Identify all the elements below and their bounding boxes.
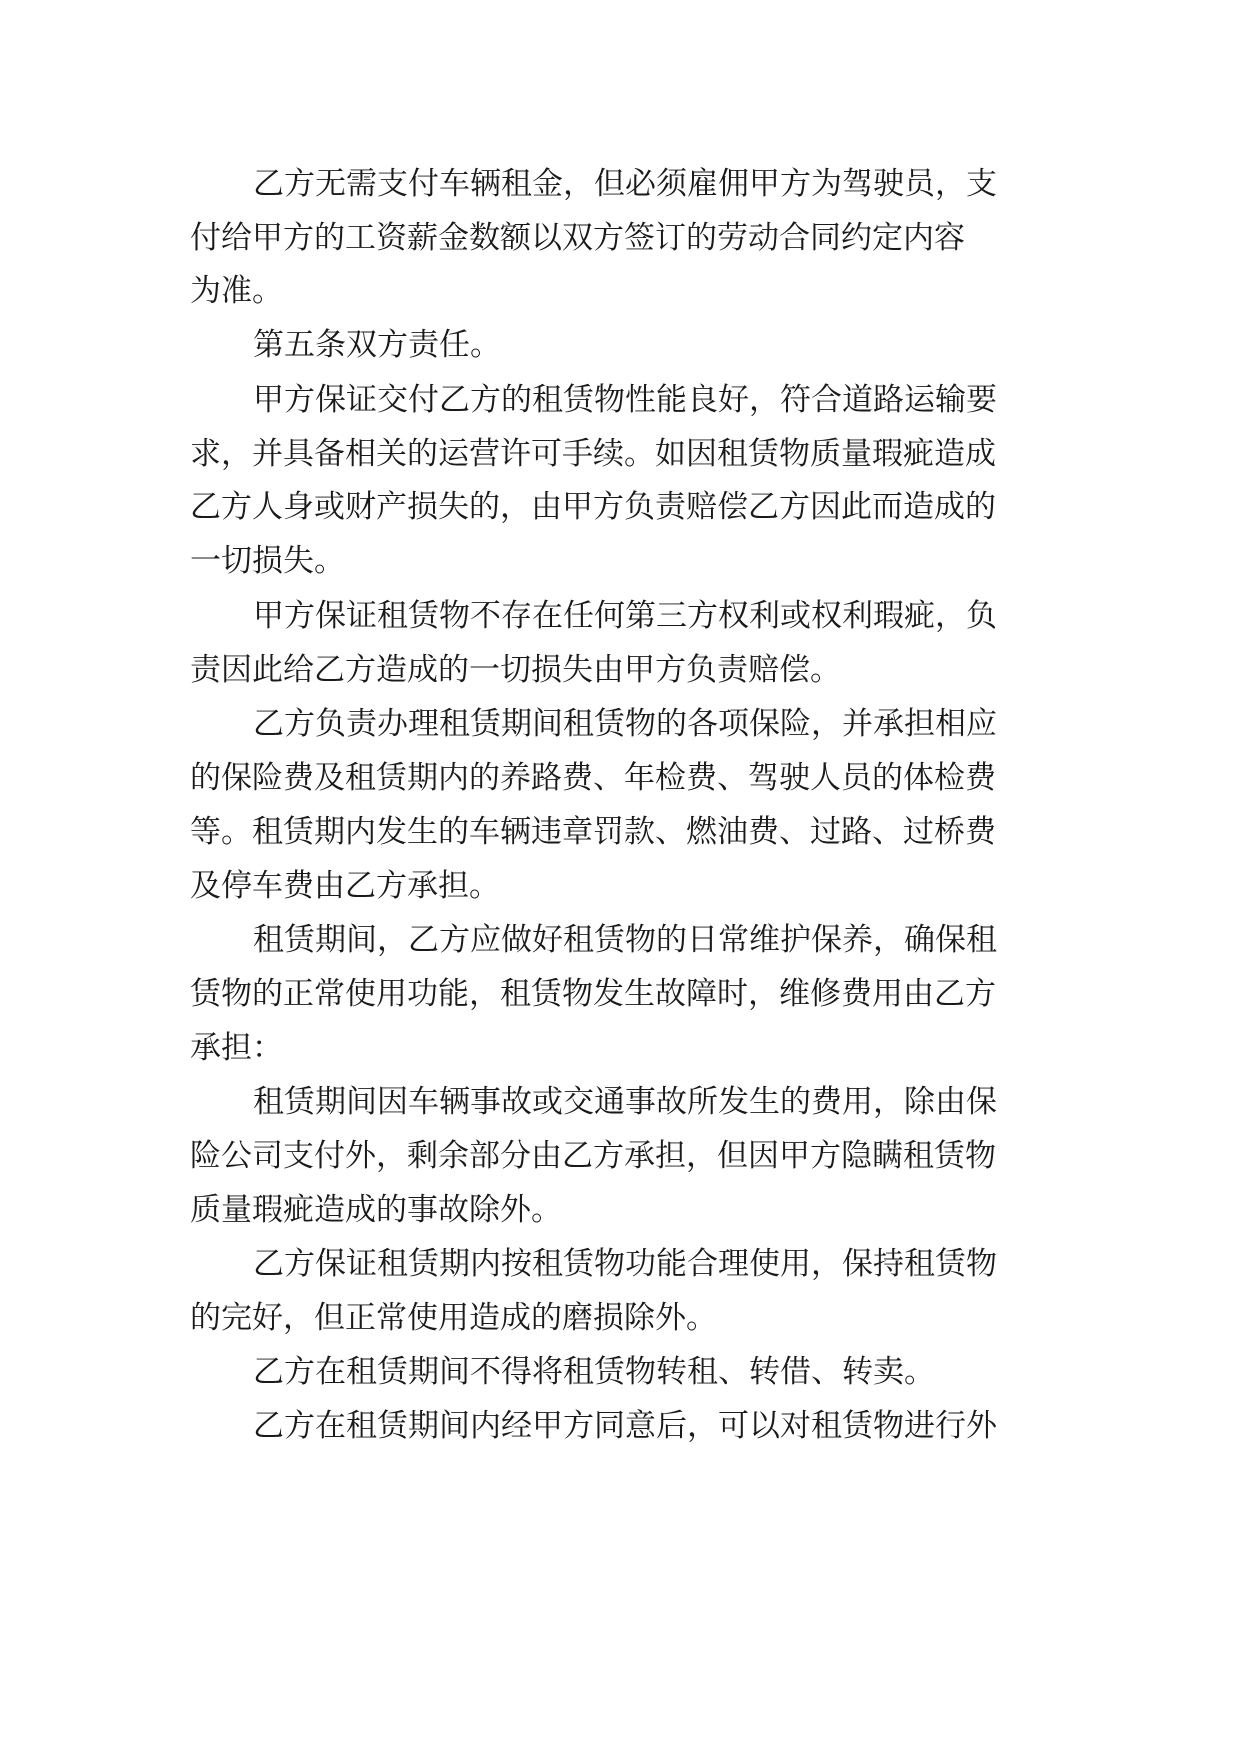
text-line: 等。租赁期内发生的车辆违章罚款、燃油费、过路、过桥费	[190, 814, 996, 850]
text-line: 租赁期间因车辆事故或交通事故所发生的费用，除由保	[253, 1084, 997, 1120]
text-line: 乙方保证租赁期内按租赁物功能合理使用，保持租赁物	[253, 1246, 997, 1282]
text-line: 责因此给乙方造成的一切损失由甲方负责赔偿。	[190, 652, 841, 688]
section-heading: 第五条双方责任。	[253, 327, 501, 363]
text-line: 的保险费及租赁期内的养路费、年检费、驾驶人员的体检费	[190, 760, 996, 796]
text-line: 承担：	[190, 1030, 283, 1066]
text-line: 险公司支付外，剩余部分由乙方承担，但因甲方隐瞒租赁物	[190, 1138, 996, 1174]
text-line: 乙方人身或财产损失的，由甲方负责赔偿乙方因此而造成的	[190, 489, 996, 525]
text-line: 求，并具备相关的运营许可手续。如因租赁物质量瑕疵造成	[190, 436, 996, 472]
text-line: 一切损失。	[190, 543, 345, 579]
text-line: 赁物的正常使用功能，租赁物发生故障时，维修费用由乙方	[190, 976, 996, 1012]
text-line: 乙方无需支付车辆租金，但必须雇佣甲方为驾驶员，支	[253, 166, 997, 202]
text-line: 的完好，但正常使用造成的磨损除外。	[190, 1300, 717, 1336]
text-line: 甲方保证租赁物不存在任何第三方权利或权利瑕疵，负	[253, 598, 997, 634]
text-line: 乙方在租赁期间不得将租赁物转租、转借、转卖。	[253, 1354, 935, 1390]
text-line: 付给甲方的工资薪金数额以双方签订的劳动合同约定内容	[190, 220, 965, 256]
text-line: 及停车费由乙方承担。	[190, 868, 500, 904]
text-line: 为准。	[190, 273, 283, 309]
text-line: 质量瑕疵造成的事故除外。	[190, 1192, 562, 1228]
text-line: 甲方保证交付乙方的租赁物性能良好，符合道路运输要	[253, 382, 997, 418]
text-line: 乙方在租赁期间内经甲方同意后，可以对租赁物进行外	[253, 1408, 997, 1444]
text-line: 租赁期间，乙方应做好租赁物的日常维护保养，确保租	[253, 922, 997, 958]
text-line: 乙方负责办理租赁期间租赁物的各项保险，并承担相应	[253, 706, 997, 742]
